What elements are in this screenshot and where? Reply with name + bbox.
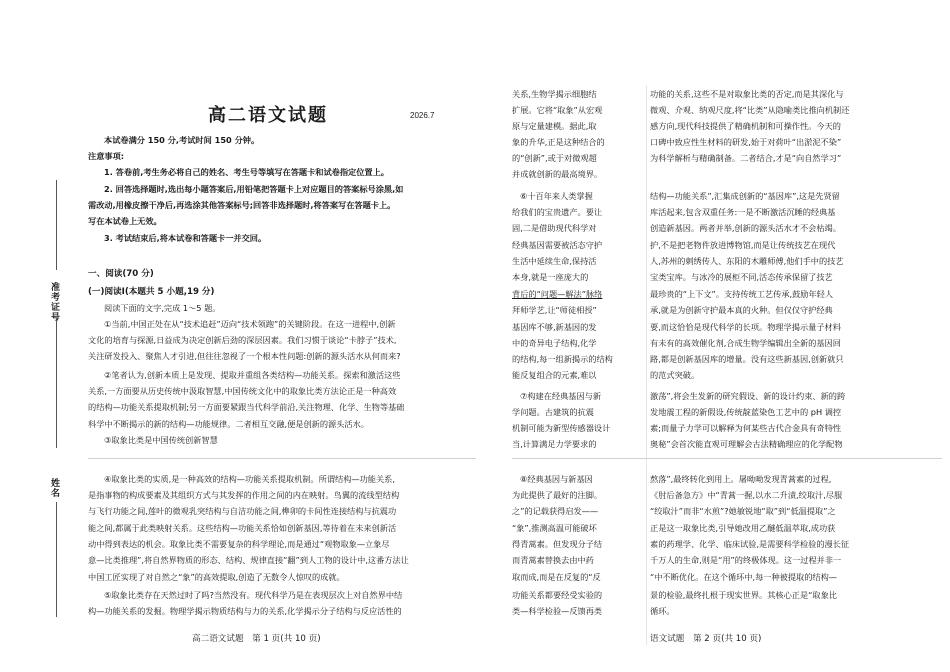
para-line: “象”,推测高温可能破坏 [512,523,597,533]
footer-page-2: 语文试题 第 2 页(共 10 页) [650,634,762,644]
note-2-end: 写在本试卷上无效。 [88,216,162,226]
note-3: 3. 考试结束后,将本试卷和答题卡一并交回。 [104,233,267,243]
binding-label-xingming: 姓名 [49,478,59,498]
para-line: 学问题。古建筑的抗震 [512,407,594,417]
para-line: 为科学解析与精确制备。二者结合,才是“向自然学习” [650,153,842,163]
para-line: 生活中延续生命,保持活 [512,256,597,266]
para-line: 象的升华,正是这种结合的 [512,137,605,147]
para-line: 给我们的宝贵遗产。要让 [512,207,603,217]
para-line: 关系,一方面要从历史传统中汲取智慧,中国传统文化中的取象比类方法论正是一种高效 [88,386,397,396]
binding-label-zhunkao: 准考证号 [49,282,59,322]
para-line: 素的药理学、化学、临床试验,是需要科学检验的漫长征 [650,539,850,549]
para-line: “绞取汁”而非“水煎”?她敏锐地“取”到“低温提取”之 [650,506,836,516]
binding-line-mid [56,318,57,448]
instruction: 阅读下面的文字,完成 1～5 题。 [104,303,221,313]
para-line: ⑤取象比类存在天然过时了吗?当然没有。现代科学乃是在表现层次上对自然界中结 [104,590,403,600]
para-line: 库活起来,包含双重任务:一是不断激活沉睡的经典基 [650,207,836,217]
para-line: 之”的记载获得启发—— [512,506,599,516]
para-line: 的“创新”,或于对微观超 [512,153,597,163]
para-line: 是指事物的构成要素及其组织方式与其发挥的作用之间的内在映射。鸟翼的流线型结构 [88,490,400,500]
para-line: 熬落”,最终转化到用上。屠呦呦发现青蒿素的过程, [650,474,832,484]
section-divider [88,458,476,459]
para-line: 固,二是借助现代科学对 [512,223,597,233]
para-line: 拜师学艺,让“师徒相授” [512,305,597,315]
para-line: 素;而量子力学可以解释为何某些古代合金具有奇特性 [650,423,842,433]
para-line: 当,计算满足力学要求的 [512,439,597,449]
para-line: 奥秘”会首次能直观可理解会古法精确理应的化学配物 [650,439,843,449]
para-line: 中国工匠实现了对自然之“象”的高效提取,创造了无数令人惊叹的成就。 [88,572,345,582]
para-line: 正是这一取象比类,引导她改用乙醚低温萃取,成功获 [650,523,836,533]
para-line: 机制可能为新型传感器设计 [512,423,611,433]
para-line: 激荡”,将会生发新的研究假设、新的设计约束、新的跨 [650,391,846,401]
para-line: 景的检验,最终扎根于现实世界。其核心正是“取象比 [650,590,837,600]
para-line: 功能的关系,这些不是对取象比类的否定,而是其深化与 [650,89,844,99]
page-title: 高二语文试题 [208,105,328,126]
para-line: 能反复组合的元素,难以 [512,370,597,380]
para-line: 的结构,每一组新揭示的结构 [512,354,613,364]
para-line: 的结构—功能关系提取机制;另一方面要紧跟当代科学前沿,关注物理、化学、生物等基础 [88,402,405,412]
para-line: 感方向,现代科技提供了精确机制和可操作性。今天的 [650,121,841,131]
para-line: 中的奇异电子结构,化学 [512,338,597,348]
column-gap [646,85,647,645]
binding-line-bottom [56,502,57,617]
para-line: 口碑中致应性生材料的研发,始于对荷叶“出淤泥不染” [650,137,842,147]
para-line: ⑧经典基因与新基因 [520,474,593,484]
para-line: 有未有的高效催化剂,合成生物学编辑出全新的基因回 [650,338,841,348]
para-line: 与飞行功能之间,莲叶的微观乳突结构与自洁功能之间,榫卯的卡间性连接结构与抗震功 [88,506,397,516]
para-line: 为此提供了最好的注脚。 [512,490,603,500]
para-line: 动中得到表达的机会。取象比类不需要复杂的科学理论,而是通过“观物取象—立象尽 [88,539,390,549]
para-line: 构—功能关系的发掘。物理学揭示物质结构与力的关系,化学揭示分子结构与反应活性的 [88,606,402,616]
para-line: 背后的“问题—解法”脉络 [512,289,603,299]
note-2: 2. 回答选择题时,选出每小题答案后,用铅笔把答题卡上对应题目的答案标号涂黑,如 [104,184,404,194]
para-line: 关注研发投入、聚焦人才引进,但往往忽视了一个根本性问题:创新的源头活水从何而来? [88,351,401,361]
page-2 [480,0,950,672]
section-divider-right [512,458,942,459]
para-line: 结构—功能关系”,汇集成创新的“基因库”,这是先贤留 [650,191,840,201]
para-line: 宝类宝库。与冰冷的展柜不同,活态传承保留了技艺 [650,272,833,282]
para-line: 科学中不断揭示的新的结构—功能规律。二者相互交融,便是创新的源头活水。 [88,419,369,429]
para-line: 经典基因需要被活态守护 [512,240,603,250]
exam-date: 2026.7 [410,111,435,120]
para-line: 最珍贵的“上下文”。支持传统工艺传承,鼓励年轻人 [650,289,834,299]
para-line: 关系,生物学揭示细胞结 [512,89,597,99]
para-line: 能之间,都属于此类映射关系。这些结构—功能关系恰如创新基因,等待着在未来创新活 [88,523,397,533]
para-line: 发地震工程的新假设,传统靛蓝染色工艺中的 pH 调控 [650,407,842,417]
para-line: 微观、介观、纳观尺度,将“比类”从隐喻类比推向机制还 [650,105,850,115]
para-line: 护,不是把老物件放进博物馆,而是让传统技艺在现代 [650,240,836,250]
para-line: 类—科学检验—反馈再类 [512,606,603,616]
score-info: 本试卷满分 150 分,考试时间 150 分钟。 [104,135,260,145]
para-line: 原与定量建模。据此,取 [512,121,597,131]
para-line: 而青蒿素替换去由中药 [512,555,594,565]
para-line: ⑦构建在经典基因与新 [520,391,602,401]
notes-title: 注意事项: [88,151,125,161]
note-1: 1. 答卷前,考生务必将自己的姓名、考生号等填写在答题卡和试卷指定位置上。 [104,167,389,177]
para-line: 功能关系都要经受实验的 [512,590,603,600]
para-line: ④取象比类的实质,是一种高效的结构—功能关系提取机制。所谓结构—功能关系, [104,474,395,484]
para-line: 循环。 [650,606,675,616]
para-line: ⑥十百年来人类掌握 [520,191,593,201]
para-line: 《肘后备急方》中“青蒿一握,以水二升渍,绞取汁,尽服 [650,490,843,500]
para-line: 扩展。它将“取象”从宏观 [512,105,603,115]
para-line: 取而成,而是在反复的“反 [512,572,601,582]
para-line: 文化的培育与探源,日益成为决定创新后劲的深层因素。我们习惯于谈论“卡脖子”技术, [88,335,397,345]
para-line: 要,而这恰恰是现代科学的长项。物理学揭示量子材料 [650,322,841,332]
para-line: 并成就创新的最高境界。 [512,169,603,179]
note-2-cont: 需改动,用橡皮擦干净后,再选涂其他答案标号;回答非选择题时,将答案写在答题卡上。 [88,200,396,210]
para-line: ③取象比类是中国传统创新智慧 [104,435,218,445]
binding-line-top [56,180,57,270]
para-line: 基因库不够,新基因的发 [512,322,597,332]
para-line: “中不断优化。在这个循环中,每一种被提取的结构— [650,572,837,582]
para-line: 路,都是创新基因库的增量。没有这些新基因,创新就只 [650,354,844,364]
para-line: 的范式突破。 [650,370,700,380]
para-line: ①当前,中国正处在从“技术追赶”迈向“技术领跑”的关键阶段。在这一进程中,创新 [104,319,396,329]
para-line: 意—比类推理”,将自然界物质的形态、结构、规律直接“翻”到人工物的设计中,这番方法让 [88,555,409,565]
para-line: 本身,就是一座庞大的 [512,272,589,282]
para-line: 创造新基因。两者并举,创新的源头活水才不会枯竭。 [650,223,841,233]
section-part1: 一、阅读(70 分) [88,269,154,279]
para-line: 承,就是为创新守护最本真的火种。但仅仅守护经典 [650,305,833,315]
para-line: ②笔者认为,创新本质上是发现、提取并重组各类结构—功能关系。探索和激活这些 [104,370,401,380]
para-line: 人,苏州的刺绣传人、东阳的木雕师傅,他们手中的技艺 [650,256,844,266]
para-line: 千万人的生命,则是“用”的终极体现。这一过程并非一 [650,555,842,565]
section-part1-sub: (一)阅读Ⅰ(本题共 5 小题,19 分) [88,287,215,297]
footer-page-1: 高二语文试题 第 1 页(共 10 页) [192,634,321,644]
para-line: 得青蒿素。但发现分子结 [512,539,603,549]
